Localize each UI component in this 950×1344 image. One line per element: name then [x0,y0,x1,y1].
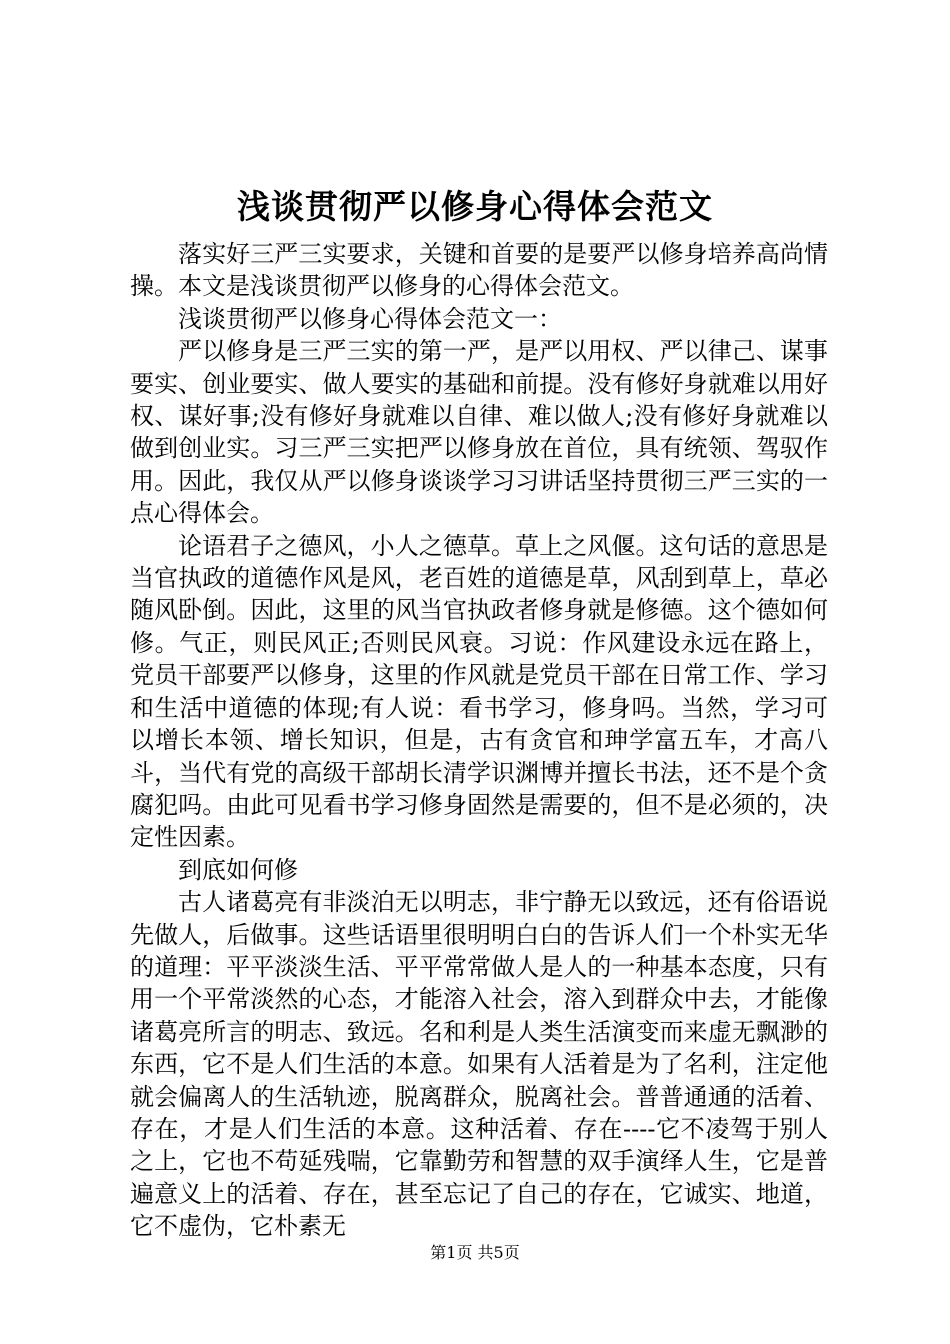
paragraph-body-1: 严以修身是三严三实的第一严，是严以用权、严以律己、谋事要实、创业要实、做人要实的基础和前提。没有修好身就难以用好权、谋好事;没有修好身就难以自律、难以做人;没有修好身就难以做到创业实。习三严三实把严以修身放在首位，具有统领、驾驭作用。因此，我仅从严以修身谈谈学习习讲话坚持贯彻三严三实的一点心得体会。 [130,337,828,528]
paragraph-body-2: 论语君子之德风，小人之德草。草上之风偃。这句话的意思是当官执政的道德作风是风，老百姓的道德是草，风刮到草上，草必随风卧倒。因此，这里的风当官执政者修身就是修德。这个德如何修。气正，则民风正;否则民风衰。习说：作风建设永远在路上，党员干部要严以修身，这里的作风就是党员干部在日常工作、学习和生活中道德的体现;有人说：看书学习，修身吗。当然，学习可以增长本领、增长知识，但是，古有贪官和珅学富五车，才高八斗，当代有党的高级干部胡长清学识渊博并擅长书法，还不是个贪腐犯吗。由此可见看书学习修身固然是需要的，但不是必须的，决定性因素。 [130,531,828,852]
document-title: 浅谈贯彻严以修身心得体会范文 [237,187,713,226]
paragraph-intro: 落实好三严三实要求，关键和首要的是要严以修身培养高尚情操。本文是浅谈贯彻严以修身的心得体会范文。 [130,240,828,301]
paragraph-subheading-2: 到底如何修 [178,855,298,884]
paragraph-subheading-1: 浅谈贯彻严以修身心得体会范文一： [178,304,562,333]
document-body [130,238,828,1243]
paragraph-body-3: 古人诸葛亮有非淡泊无以明志，非宁静无以致远，还有俗语说先做人，后做事。这些话语里很明明白白的告诉人们一个朴实无华的道理：平平淡淡生活、平平常常做人是人的一种基本态度，只有用一个平常淡然的心态，才能溶入社会，溶入到群众中去，才能像诸葛亮所言的明志、致远。名和利是人类生活演变而来虚无飘渺的东西，它不是人们生活的本意。如果有人活着是为了名利，注定他就会偏离人的生活轨迹，脱离群众，脱离社会。普普通通的活着、存在，才是人们生活的本意。这种活着、存在----它不凌驾于别人之上，它也不苟延残喘，它靠勤劳和智慧的双手演绎人生，它是普遍意义上的活着、存在，甚至忘记了自己的存在，它诚实、地道，它不虚伪，它朴素无 [130,888,828,1241]
page-footer: 第1页 共5页 [430,1243,520,1262]
